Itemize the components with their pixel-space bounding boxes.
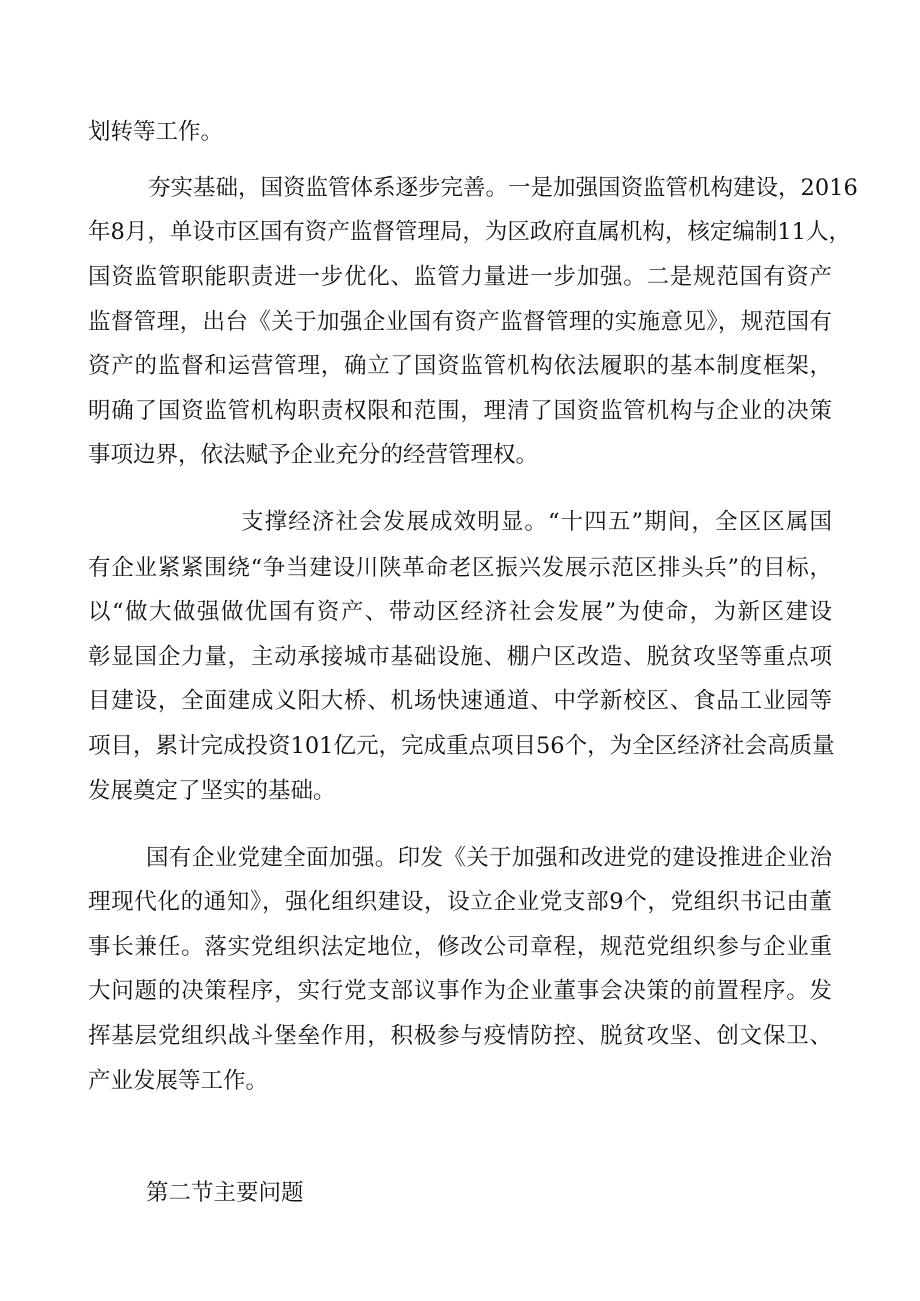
paragraph-1-line: 事项边界，依法赋予企业充分的经营管理权。 — [88, 442, 539, 468]
paragraph-3-line: 国有企业党建全面加强。印发《关于加强和改进党的建设推进企业治 — [146, 845, 832, 871]
paragraph-3-line: 事长兼任。落实党组织法定地位，修改公司章程，规范党组织参与企业重 — [88, 934, 832, 960]
paragraph-2-line: 以“做大做强做优国有资产、带动区经济社会发展”为使命，为新区建设 — [88, 599, 832, 625]
paragraph-3-line: 大问题的决策程序，实行党支部议事作为企业董事会决策的前置程序。发 — [88, 978, 832, 1004]
paragraph-1-line: 夯实基础，国资监管体系逐步完善。一是加强国资监管机构建设，2016 — [148, 175, 858, 201]
paragraph-2-line: 目建设，全面建成义阳大桥、机场快速通道、中学新校区、食品工业园等 — [88, 688, 832, 714]
paragraph-3-line: 产业发展等工作。 — [88, 1068, 269, 1094]
paragraph-1-line: 资产的监督和运营管理，确立了国资监管机构依法履职的基本制度框架， — [88, 353, 832, 379]
paragraph-2-line: 发展奠定了坚实的基础。 — [88, 778, 336, 804]
paragraph-1-line: 明确了国资监管机构职责权限和范围，理清了国资监管机构与企业的决策 — [88, 398, 832, 424]
text-line: 划转等工作。 — [88, 119, 224, 145]
paragraph-2-line: 项目，累计完成投资101亿元，完成重点项目56个，为全区经济社会高质量 — [88, 733, 835, 759]
paragraph-1-line: 国资监管职能职责进一步优化、监管力量进一步加强。二是规范国有资产 — [88, 264, 832, 290]
paragraph-2-line: 彰显国企力量，主动承接城市基础设施、棚户区改造、脱贫攻坚等重点项 — [88, 644, 832, 670]
section-heading: 第二节主要问题 — [146, 1180, 304, 1206]
paragraph-3-line: 挥基层党组织战斗堡垒作用，积极参与疫情防控、脱贫攻坚、创文保卫、 — [88, 1023, 832, 1049]
paragraph-2-line: 有企业紧紧围绕“争当建设川陕革命老区振兴发展示范区排头兵”的目标， — [88, 555, 832, 581]
paragraph-3-line: 理现代化的通知》，强化组织建设，设立企业党支部9个，党组织书记由董 — [88, 889, 832, 915]
paragraph-2-line: 支撑经济社会发展成效明显。“十四五”期间，全区区属国 — [241, 509, 832, 535]
paragraph-1-line: 年8月，单设市区国有资产监督管理局，为区政府直属机构，核定编制11人， — [88, 219, 851, 245]
paragraph-1-line: 监督管理，出台《关于加强企业国有资产监督管理的实施意见》，规范国有 — [88, 309, 832, 335]
